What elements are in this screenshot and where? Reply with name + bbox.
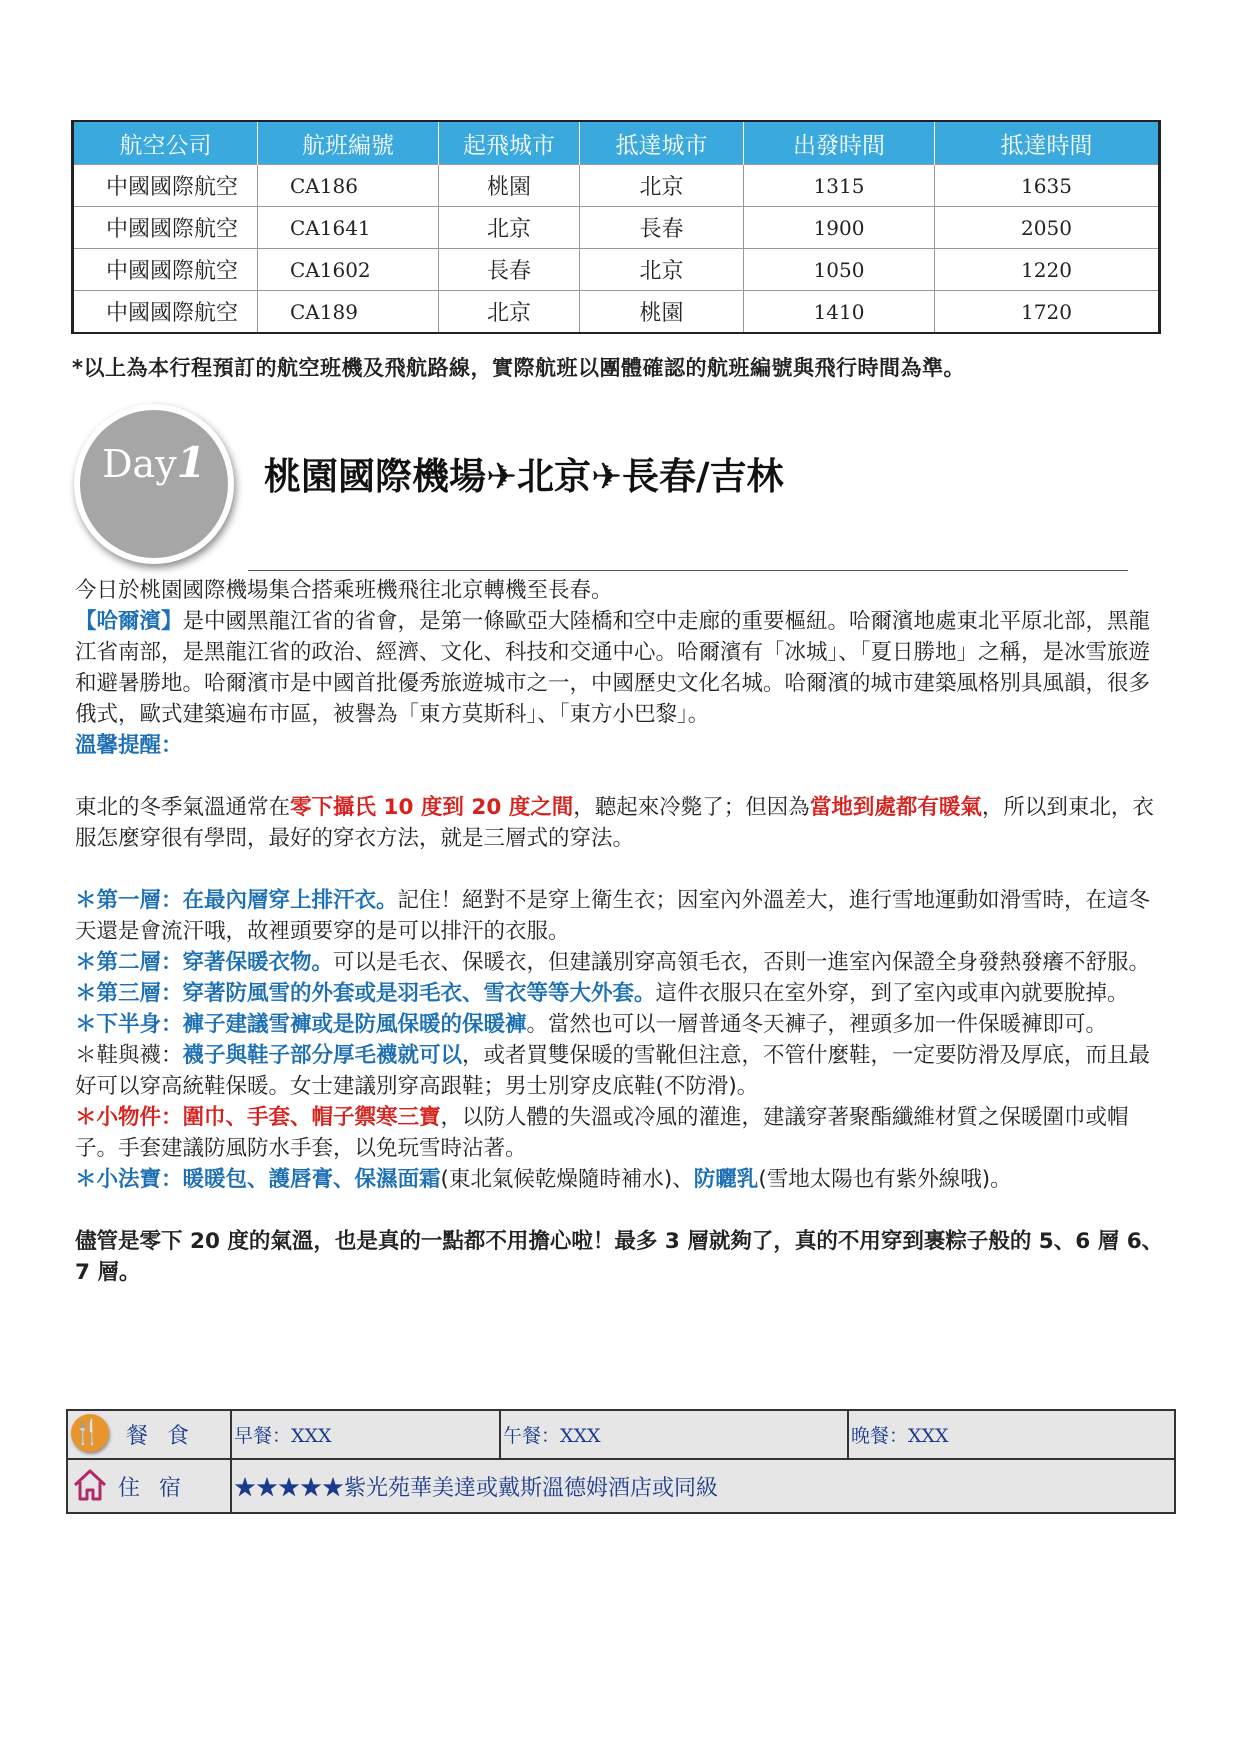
dinner-cell: 晚餐：XXX — [848, 1410, 1175, 1459]
tools-label: ＊小法寶：暖暖包、護唇膏、保濕面霜 — [75, 1167, 441, 1192]
shoes-prefix: ＊鞋與襪： — [75, 1043, 183, 1068]
from-city-cell: 北京 — [439, 207, 580, 249]
meal-label: 餐 食 — [126, 1424, 195, 1449]
harbin-label: 【哈爾濱】 — [75, 609, 183, 634]
spacer — [75, 854, 1165, 885]
header-arrive-time: 抵達時間 — [935, 121, 1160, 165]
arrive-time-cell: 2050 — [935, 207, 1160, 249]
climate-paragraph — [75, 792, 1165, 854]
from-city-cell: 桃園 — [439, 165, 580, 207]
day-badge-number: 1 — [176, 438, 206, 487]
climate-text-3: ，所以到東北，衣服怎麼穿很有學問，最好的穿衣方法，就是三層式的穿法。 — [75, 795, 1154, 851]
breakfast-cell: 早餐：XXX — [231, 1410, 500, 1459]
fork-knife-icon: 🍴 — [71, 1414, 109, 1452]
day-badge-prefix: Day — [102, 442, 177, 486]
hotel-row — [67, 1459, 1175, 1513]
table-row — [73, 207, 1160, 249]
lower-body-label: ＊下半身：褲子建議雪褲或是防風保暖的保暖褲 — [75, 1012, 527, 1037]
day-title: 桃園國際機場✈北京✈長春/吉林 — [264, 455, 784, 498]
shoes-text: ，或者買雙保暖的雪靴但注意，不管什麼鞋，一定要防滑及厚底，而且最好可以穿高統鞋保暖。女士建議別穿高跟鞋；男士別穿皮底鞋(不防滑)。 — [75, 1043, 1151, 1099]
intro-paragraph: 今日於桃園國際機場集合搭乘班機飛往北京轉機至長春。 — [75, 578, 613, 603]
meal-row — [67, 1410, 1175, 1459]
flight-no-cell: CA1641 — [258, 207, 439, 249]
lower-body-paragraph — [75, 1009, 1165, 1040]
depart-time-cell: 1315 — [744, 165, 935, 207]
hotel-name: 紫光苑華美達或戴斯溫德姆酒店或同級 — [344, 1475, 719, 1501]
depart-time-cell: 1900 — [744, 207, 935, 249]
harbin-text: 是中國黑龍江省的省會，是第一條歐亞大陸橋和空中走廊的重要樞紐。哈爾濱地處東北平原北部，黑龍江省南部，是黑龍江省的政治、經濟、文化、科技和交通中心。哈爾濱有「冰城」、「夏日勝地」之稱，是冰雪旅遊和避暑勝地。哈爾濱市是中國首批優秀旅遊城市之一，中國歷史文化名城。哈爾濱的城市建築風格別具風韻，很多俄式，歐式建築遍布市區，被譽為「東方莫斯科」、「東方小巴黎」。 — [75, 609, 1151, 727]
arrive-time-cell: 1220 — [935, 249, 1160, 291]
tools-text-2: (雪地太陽也有紫外線哦)。 — [758, 1167, 1012, 1192]
tools-text-1: (東北氣候乾燥隨時補水)、 — [440, 1167, 694, 1192]
layer2-text: 可以是毛衣、保暖衣，但建議別穿高領毛衣，否則一進室內保證全身發熱發癢不舒服。 — [333, 950, 1151, 975]
depart-time-cell: 1050 — [744, 249, 935, 291]
table-row — [73, 165, 1160, 207]
layer3-paragraph — [75, 978, 1165, 1009]
arrive-time-cell: 1635 — [935, 165, 1160, 207]
from-city-cell: 北京 — [439, 291, 580, 334]
climate-heating: 當地到處都有暖氣 — [809, 795, 982, 820]
meal-hotel-table — [66, 1409, 1176, 1514]
climate-text-1: 東北的冬季氣溫通常在 — [75, 795, 291, 820]
day-badge — [74, 404, 234, 564]
tools-paragraph — [75, 1164, 1165, 1195]
header-from-city: 起飛城市 — [439, 121, 580, 165]
layer1-label: ＊第一層：在最內層穿上排汗衣。 — [75, 888, 398, 913]
airline-cell: 中國國際航空 — [73, 291, 258, 334]
lower-body-text: 。當然也可以一層普通冬天褲子，裡頭多加一件保暖褲即可。 — [526, 1012, 1108, 1037]
layer1-paragraph — [75, 885, 1165, 947]
accessories-label: ＊小物件：圍巾、手套、帽子禦寒三寶 — [75, 1105, 441, 1130]
accessories-paragraph — [75, 1102, 1165, 1164]
star-rating: ★★★★★ — [234, 1475, 345, 1501]
lunch-cell: 午餐：XXX — [500, 1410, 848, 1459]
to-city-cell: 北京 — [580, 165, 744, 207]
header-to-city: 抵達城市 — [580, 121, 744, 165]
flight-note: *以上為本行程預訂的航空班機及飛航路線，實際航班以團體確認的航班編號與飛行時間為準。 — [72, 356, 965, 380]
home-icon — [72, 1467, 108, 1503]
climate-temperature: 零下攝氏 10 度到 20 度之間 — [290, 795, 574, 820]
spacer — [75, 761, 1165, 792]
flight-table — [71, 120, 1161, 334]
layer3-text: 這件衣服只在室外穿，到了室內或車內就要脫掉。 — [655, 981, 1129, 1006]
header-depart-time: 出發時間 — [744, 121, 935, 165]
table-row — [73, 249, 1160, 291]
from-city-cell: 長春 — [439, 249, 580, 291]
layer3-label: ＊第三層：穿著防風雪的外套或是羽毛衣、雪衣等等大外套。 — [75, 981, 656, 1006]
layer2-label: ＊第二層：穿著保暖衣物。 — [75, 950, 334, 975]
spacer — [75, 1195, 1165, 1226]
hotel-cell — [231, 1459, 1175, 1513]
table-row — [73, 291, 1160, 334]
flight-no-cell: CA186 — [258, 165, 439, 207]
closing-paragraph: 儘管是零下 20 度的氣溫，也是真的一點都不用擔心啦！最多 3 層就夠了，真的不用穿到裹粽子般的 5、6 層 6、7 層。 — [75, 1229, 1164, 1285]
flight-table-header — [73, 121, 1160, 165]
title-divider — [248, 570, 1128, 571]
airline-cell: 中國國際航空 — [73, 207, 258, 249]
layer1-text: 記住！絕對不是穿上衛生衣；因室內外溫差大，進行雪地運動如滑雪時，在這冬天還是會流汗哦，故裡頭要穿的是可以排汗的衣服。 — [75, 888, 1151, 944]
flight-no-cell: CA1602 — [258, 249, 439, 291]
airline-cell: 中國國際航空 — [73, 249, 258, 291]
depart-time-cell: 1410 — [744, 291, 935, 334]
header-airline: 航空公司 — [73, 121, 258, 165]
tools-sunscreen: 防曬乳 — [693, 1167, 759, 1192]
flight-no-cell: CA189 — [258, 291, 439, 334]
accessories-text: ，以防人體的失溫或冷風的灌進，建議穿著聚酯纖維材質之保暖圍巾或帽子。手套建議防風防水手套，以免玩雪時沾著。 — [75, 1105, 1129, 1161]
climate-text-2: ，聽起來冷斃了；但因為 — [573, 795, 810, 820]
meal-label-cell — [67, 1410, 231, 1459]
layer2-paragraph — [75, 947, 1165, 978]
arrive-time-cell: 1720 — [935, 291, 1160, 334]
hotel-label-cell — [67, 1459, 231, 1513]
day-badge-label — [74, 438, 234, 487]
to-city-cell: 北京 — [580, 249, 744, 291]
harbin-paragraph — [75, 606, 1165, 730]
hotel-label: 住 宿 — [118, 1475, 187, 1501]
header-flight-no: 航班編號 — [258, 121, 439, 165]
airline-cell: 中國國際航空 — [73, 165, 258, 207]
shoes-paragraph — [75, 1040, 1165, 1102]
to-city-cell: 桃園 — [580, 291, 744, 334]
shoes-highlight: 襪子與鞋子部分厚毛襪就可以 — [182, 1043, 463, 1068]
tip-title: 溫馨提醒： — [75, 733, 183, 758]
to-city-cell: 長春 — [580, 207, 744, 249]
day-description — [75, 575, 1165, 1288]
